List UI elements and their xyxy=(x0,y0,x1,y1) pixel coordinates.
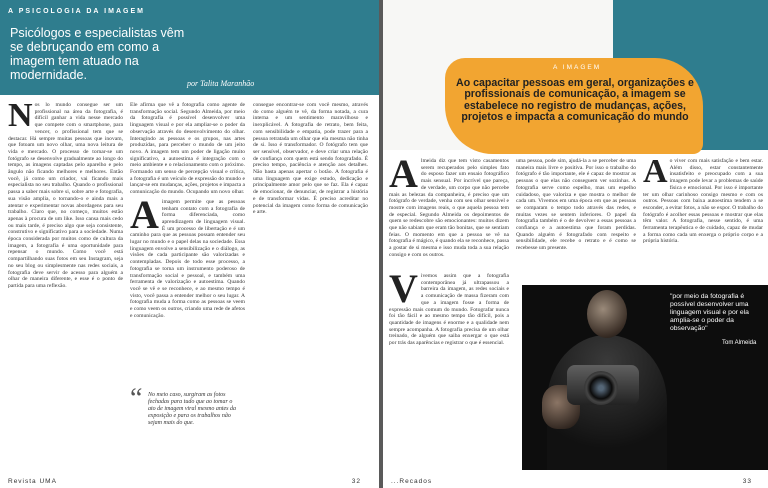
drop-cap: N xyxy=(8,102,33,134)
article-column-3 xyxy=(253,102,368,470)
article-column-2 xyxy=(130,102,245,384)
photo-caption: Tom Almeida xyxy=(722,340,757,346)
left-page xyxy=(0,0,379,488)
column-text: uma pessoa, pode sim, ajudá-la a se perceber de uma maneira mais livre e positiva. Por isso o trabalho do fotógrafo é tão importante, ele é capaz de mostrar as pessoas o que elas não conseguem ver sozinhas. A fotografia serve como espelho, mas um espelho cuidadoso, que valoriza e que mostra o melhor de cada um. Vivemos em uma época em que as pessoas se comparam o tempo todo através das redes, e muitas vezes se sentem inferiores. O papel da fotografia também é o de devolver a essas pessoas a confiança e a autoestima que foram perdidas. Quando alguém é fotografado com respeito e sensibilidade, ele recebe o retrato e é como se recebesse um presente. xyxy=(516,158,636,252)
column-text: ivemos assim que a fotografia contemporânea já ultrapassou a barreira da imagem, as redes sociais e a comunicação de massa fizeram com que a imagem fosse a forma de expressão mais comum do mundo. Fotografar nunca foi tão fácil e ao mesmo tempo tão difícil, pois a quantidade de imagens é enorme e a qualidade nem sempre acompanha. A fotografia precisa de um olhar treinado, de alguém que saiba enxergar o que está por trás das aparências e registrar o que é essencial. xyxy=(389,273,509,347)
drop-cap: A xyxy=(389,158,418,196)
drop-cap: A xyxy=(130,191,159,237)
quote-mark-icon: “ xyxy=(130,383,143,414)
photo-head xyxy=(587,290,627,338)
column-text: consegue encontrar-se com você mesmo, através do como alguém te vê, da forma notada, a cura interna e um sentimento maravilhoso e inexplicável. A fotografia de retrato, bem feita, com sensibilidade e empatia, pode trazer para a pessoa retratada um olhar que ela mesma não tinha de si. Isso é transformador. O fotógrafo tem que ser sensível, observador, e deve criar uma relação de confiança com quem está sendo fotografado. É preciso tempo, paciência e atenção aos detalhes. Não basta apenas apertar o botão. A fotografia é uma linguagem que exige estudo, dedicação e principalmente amor pelo que se faz. Ela é capaz de emocionar, de denunciar, de registrar a história e de transformar vidas. É preciso acreditar no potencial da imagem como forma de comunicação e arte. xyxy=(253,102,368,216)
column-text: imagem permite que as pessoas tenham contato com a fotografia de forma diferenciada, como aprendizagem de linguagem visual. É um processo de libertação e é um caminho para que as pessoas possam entender seu lugar no mundo e o papel delas na sociedade. Essa linguagem envolve a sensibilização e o diálogo, as visões de cada participante são valorizadas e contempladas. Depois de todo esse processo, a fotografia se torna um instrumento poderoso de transformação social e pessoal, e também uma ferramenta de valorização e autoestima. Quando você se vê e se reconhece, e ao mesmo tempo é visto, você passa a entender melhor o seu lugar. A fotografia muda a forma como as pessoas se veem e como veem os outros, criando uma rede de afetos e comunicação. xyxy=(130,198,245,319)
page-number: 32 xyxy=(351,478,361,485)
header-banner xyxy=(0,0,379,95)
column-text: Ele afirma que vê a fotografia como agente de transformação social. Segundo Almeida, por meio da fotografia é possível desenvolver uma linguagem visual e por ela ampliar-se o poder da observação através do desenvolvimento do olhar. Interagindo as pessoas e os grupos, nas artes produzidas, para perceber o mundo de um jeito novo. A imagem tem um poder de ligação muito significativo, a autoestima é integração com o meio ambiente e o relacionamento com o próximo. Formando um senso de percepção visual e crítica, a fotografia é um veículo de expressão do mundo e lançar-se em mudanças, ações, projetos e impacta a comunicação do mundo. Ocupando um novo olhar. xyxy=(130,102,245,196)
article-column-1 xyxy=(389,158,509,470)
page-footer xyxy=(0,476,379,488)
magazine-name: Revista UMA xyxy=(8,478,57,485)
article-column-3 xyxy=(643,158,763,278)
drop-cap: V xyxy=(389,273,418,311)
byline: por Talita Maranhão xyxy=(187,79,255,88)
magazine-name: ...Recados xyxy=(391,478,433,485)
right-page xyxy=(383,0,768,488)
page-number: 33 xyxy=(742,478,752,485)
page-footer xyxy=(383,476,768,488)
section-tag: A PSICOLOGIA DA IMAGEM xyxy=(8,8,145,15)
drop-cap: A xyxy=(643,158,668,190)
article-column-2 xyxy=(516,158,636,278)
column-text: o viver com mais satisfação e bem estar. Além disso, estar constantemente insatisfeito e preocupado com a sua imagem pode levar a problemas de saúde física e emocional. Por isso é importante ter um olhar carinhoso consigo mesmo e com os outros. Pessoas com baixa autoestima tendem a se esconder, a evitar fotos, a não se expor. O trabalho do fotógrafo é acolher essas pessoas e mostrar que elas têm valor. A fotografia, nesse sentido, é uma ferramenta terapêutica e de cuidado, capaz de mudar a forma como cada um enxerga o próprio corpo e a própria história. xyxy=(643,158,763,245)
page-headline: Ao capacitar pessoas em geral, organizações e profissionais de comunicação, a imagem se estabelece no registro de mudanças, ações, projetos e impacta a comunicação do mundo xyxy=(456,77,694,123)
photographer-photo xyxy=(522,285,768,470)
section-tag: A IMAGEM xyxy=(553,64,602,71)
page-headline: Psicólogos e especialistas vêm se debruçando em como a imagem tem atuado na modernidade. xyxy=(10,26,185,82)
camera-lens-icon xyxy=(584,371,618,405)
article-column-1 xyxy=(8,102,123,470)
pull-quote: No meio caso, surgiram as fotos fechadas para tudo que ao tomar o ato de imagem viral mesmo antes da exposição e para os trabalhos não sejam mais do que. xyxy=(148,392,236,426)
column-text: os lo mundo consegue ser um profissional na área da fotografia, é difícil ganhar a vida nesse mercado que compete com o smartphone, para vencer, o profissional tem que se destacar. Há sempre muitas pessoas que inovam, que fotoam um novo olhar, uma nova leitura de vida e mercado. O processo de tornar-se um fotógrafo se desenvolve gradualmente ao longo do tempo, as imagens captadas pelo aparelho e pelo ângulo não ficando melhores e melhores. Então você, já como um criador, vai ficando mais especialista no seu trabalho. Quando o profissional passa a saber mais sobre si, sobre arte e fotografia, sua visão amplia, o tornando-o e ainda mais a atentar e experimentar novas abordagens para seu trabalho. Claro que, no começo, muitos estão apenas à procura de um like. Isso cansa mais cedo ou mais tarde, é preciso algo que seja consistente, construtivo e significativo para a sociedade. Numa época considerada por muitos como de cultura da imagem, a fotografia é uma oportunidade para repensar o mundo. Como você está compartilhando suas fotos em seu Instagram, seja no seu blog ou simplesmente nas redes sociais, a fotografia deve servir de acesso para alguém a olhar de maneira diferente, e esse é o ponto de partida para uma reflexão. xyxy=(8,102,123,289)
column-text: lmeida diz que tem visto casamentos serem recuperados pelo simples fato do esposo fazer um ensaio fotográfico mais sensual. Por incrível que pareça, de verdade, um corpo que não percebe mais as belezas da companheira, é preciso que um fotógrafo de verdade, venha com seu olhar sensível e mostre com imagens reais, o que aquela pessoa tem de especial. Segundo Almeida os depoimentos de quem se redescobre são emocionantes: muitos dizem que não sabiam que eram tão bonitas, que se sentiam feias. O momento em que a pessoa se vê na fotografia é mágico, é quando ela se reconhece, passa a gostar de si mesma e isso muda toda a sua relação consigo e com os outros. xyxy=(389,158,509,258)
photo-quote: "por meio da fotografia é possível desenvolver uma linguagem visual e por ela amplia-se o poder da observação" xyxy=(670,293,749,332)
